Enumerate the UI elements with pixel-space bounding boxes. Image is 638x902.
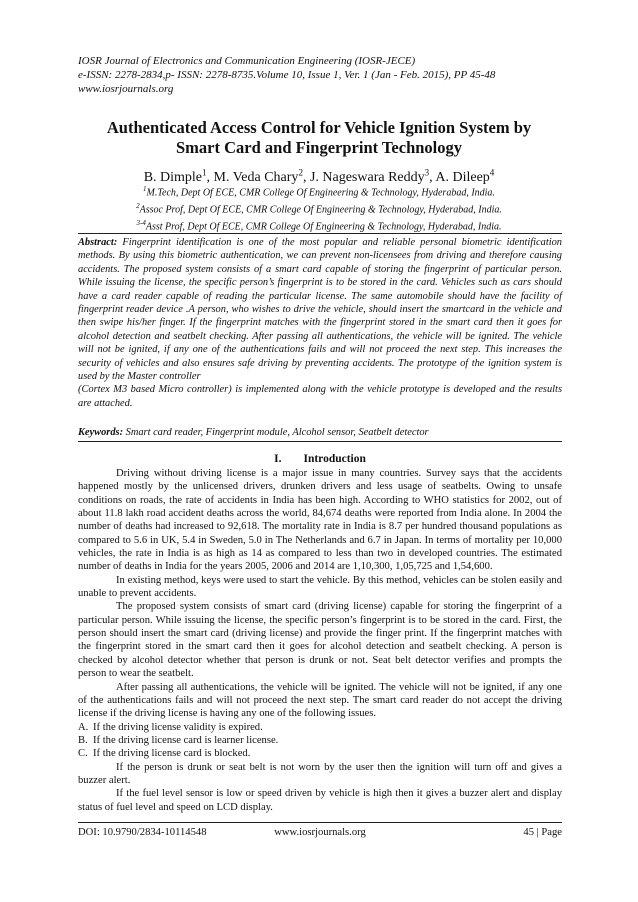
section-heading: [78, 452, 562, 466]
paper-title-line-1: Authenticated Access Control for Vehicle Ignition System by: [106, 118, 532, 137]
journal-website: www.iosrjournals.org: [78, 83, 174, 95]
section-title: Introduction: [303, 453, 366, 465]
keywords: [78, 426, 562, 439]
keywords-label: Keywords:: [78, 427, 124, 438]
paragraph: If the fuel level sensor is low or speed driven by vehicle is high then it gives a buzzer alert and display status of fuel level and speed on LCD display.: [78, 788, 562, 813]
affiliation: $^2$Assoc Prof, Dept Of ECE, CMR College Of Engineering & Technology, Hyderabad, India.: [136, 201, 502, 216]
author: M. Veda Chary$^2$,: [213, 167, 310, 185]
affiliation: $^{3-4}$Asst Prof, Dept Of ECE, CMR College Of Engineering & Technology, Hyderabad, India.: [136, 218, 502, 232]
abstract-text-continued: (Cortex M3 based Micro controller) is implemented along with the vehicle prototype is developed and the results are attached.: [78, 384, 562, 409]
keywords-text: Smart card reader, Fingerprint module, Alcohol sensor, Seatbelt detector: [125, 427, 429, 438]
author: A. Dileep$^4$: [435, 167, 495, 185]
paragraph: The proposed system consists of smart card (driving license) capable for storing the fingerprint of a particular person. While issuing the license, the specific person’s fingerprint is to be stored in the card. First, the person should insert the smart card (driving license) and provide the finger print. If the fingerprint matches with the fingerprint stored in the smart card then it goes for alcohol detection and seatbelt checking. A person is checked by alcohol detector whether that person is drunk or not. Seat belt detector verifies and prompts the person to wear the seatbelt.: [78, 601, 562, 680]
footer-rule: [78, 822, 562, 823]
paragraph: If the person is drunk or seat belt is not worn by the user then the ignition will turn off and gives a buzzer alert.: [78, 761, 562, 786]
section-number: I.: [274, 453, 282, 465]
paragraph: After passing all authentications, the vehicle will be ignited. The vehicle will not be ignited, if any one of the authentications fails and will not proceed the next step. The smart card reader do not accept the driving license if the driving license is having any one of the following issues.: [78, 681, 562, 720]
affiliation-list: [78, 183, 560, 233]
paragraph: In existing method, keys were used to start the vehicle. By this method, vehicles can be stolen easily and unable to prevent accidents.: [78, 574, 562, 600]
list-item: A. If the driving license validity is expired.: [78, 721, 263, 733]
page-number: 45 | Page: [523, 827, 562, 838]
paper-title: [78, 118, 560, 158]
paper-title-line-2: Smart Card and Fingerprint Technology: [175, 138, 463, 157]
list-item: C. If the driving license card is blocked.: [78, 748, 251, 760]
abstract-text: Fingerprint identification is one of the most popular and reliable personal biometric identification methods. By using this biometric authentication, we can prevent non-licensees from driving and therefore causing accidents. The proposed system consists of a smart card capable of storing the fingerprint of particular person. While issuing the license, the specific person’s fingerprint is to be stored in the card. Vehicles such as cars should have a card reader capable of reading the particular license. The same automobile should have the facility of fingerprint reader device .A person, who wishes to drive the vehicle, should insert the smartcard in the vehicle and then swipe his/her finger. If the fingerprint matches with the fingerprint stored in the smart card then it goes for alcohol detection and seatbelt checking. After passing all authentications, the vehicle will be ignited. The vehicle will not be ignited, if any one of the authentications fails and will not proceed the next step. This increases the security of vehicles and also ensures safe driving by preventing accidents. The prototype of the ignition system is used by the Master controller: [78, 237, 562, 383]
author: B. Dimple$^1$,: [143, 167, 214, 185]
journal-issn: e-ISSN: 2278-2834,p- ISSN: 2278-8735.Volume 10, Issue 1, Ver. 1 (Jan - Feb. 2015), PP 45-48: [78, 69, 496, 81]
body-text: [78, 467, 562, 814]
abstract-label: Abstract:: [78, 237, 118, 248]
author: J. Nageswara Reddy$^3$,: [309, 167, 436, 185]
abstract: [78, 236, 562, 410]
journal-name: IOSR Journal of Electronics and Communication Engineering (IOSR-JECE): [78, 55, 416, 67]
footer-website: www.iosrjournals.org: [274, 827, 366, 838]
abstract-top-rule: [78, 233, 562, 234]
footer-doi: DOI: 10.9790/2834-10114548: [78, 827, 207, 838]
abstract-bottom-rule: [78, 441, 562, 442]
affiliation: $^1$M.Tech, Dept Of ECE, CMR College Of Engineering & Technology, Hyderabad, India.: [143, 185, 495, 199]
list-item: B. If the driving license card is learner license.: [78, 734, 279, 746]
journal-header: [78, 54, 558, 96]
paragraph: Driving without driving license is a major issue in many countries. Survey says that the accidents happened mostly by the unlicensed drivers, drunken drivers and less usage of seatbelts. Owing to unsafe conditions on roads, the rate of accidents in India has been high. According to WHO statistics for 2002, out of about 11.8 lakh road accident deaths across the world, 84,674 deaths were reported from India alone. In 2004 the number of deaths had increased to 92,618. The mortality rate in India is 8.7 per hundred thousand populations as compared to 5.6 in UK, 5.4 in Sweden, 5.0 in The Netherlands and 6.7 in Japan. In terms of mortality per 10,000 vehicles, the rate in India is as high as 14 as compared to less than two in developed countries. The estimated number of deaths in India for the years 2005, 2006 and 2014 are 1,10,300, 1,05,725 and 1,54,600.: [78, 468, 562, 573]
